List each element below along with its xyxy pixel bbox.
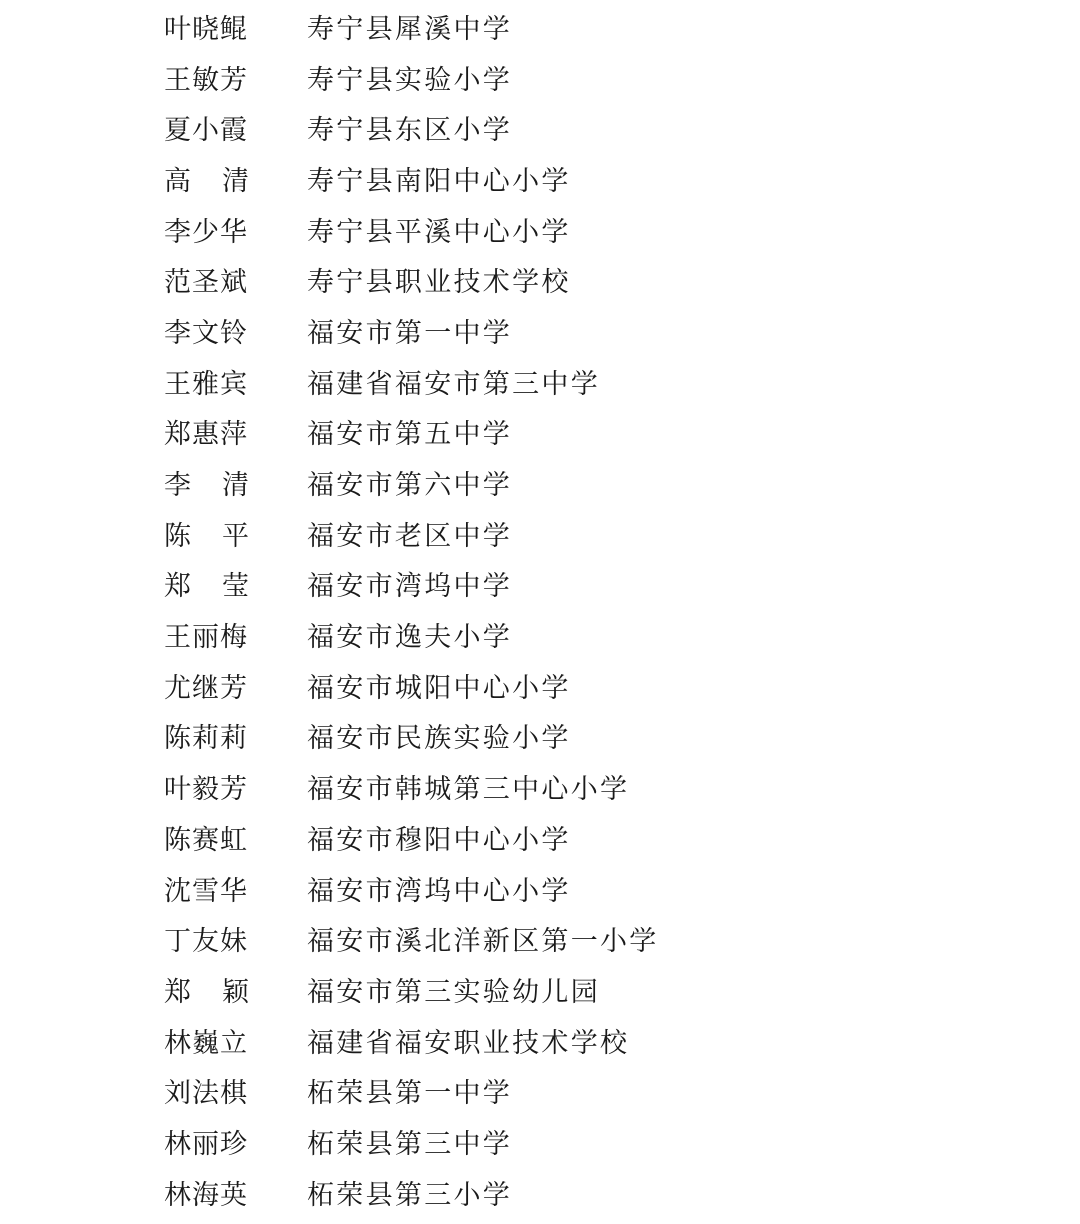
school-name: 福安市逸夫小学: [307, 622, 513, 654]
school-name: 寿宁县南阳中心小学: [307, 165, 571, 197]
list-item: [164, 1119, 1064, 1170]
school-name: 福建省福安职业技术学校: [307, 1027, 630, 1059]
person-name: 范圣斌: [164, 267, 248, 299]
person-name: 林巍立: [164, 1027, 248, 1059]
school-name: 福安市第一中学: [307, 317, 513, 349]
person-name: 李文铃: [164, 317, 248, 349]
list-item: [164, 815, 1064, 866]
list-item: [164, 612, 1064, 663]
school-name: 福安市湾坞中学: [307, 571, 513, 603]
list-item: [164, 1018, 1064, 1069]
school-name: 寿宁县犀溪中学: [307, 13, 513, 45]
list-item: [164, 511, 1064, 562]
person-name: 夏小霞: [164, 115, 248, 147]
school-name: 福安市老区中学: [307, 520, 513, 552]
person-name: 丁友妹: [164, 926, 248, 958]
school-name: 柘荣县第一中学: [307, 1078, 513, 1110]
list-item: [164, 105, 1064, 156]
list-item: [164, 410, 1064, 461]
list-item: [164, 1068, 1064, 1119]
school-name: 福安市第三实验幼儿园: [307, 976, 600, 1008]
list-item: [164, 562, 1064, 613]
school-name: 福安市溪北洋新区第一小学: [307, 926, 659, 958]
person-name: 王敏芳: [164, 64, 248, 96]
list-item: [164, 663, 1064, 714]
list-item: [164, 207, 1064, 258]
school-name: 福安市民族实验小学: [307, 723, 571, 755]
list-item: [164, 460, 1064, 511]
list-item: [164, 156, 1064, 207]
person-name: 郑惠萍: [164, 419, 248, 451]
school-name: 寿宁县职业技术学校: [307, 267, 571, 299]
school-name: 福安市第五中学: [307, 419, 513, 451]
list-item: [164, 916, 1064, 967]
person-name: 李少华: [164, 216, 248, 248]
school-name: 福建省福安市第三中学: [307, 368, 600, 400]
school-name: 寿宁县实验小学: [307, 64, 513, 96]
list-item: [164, 967, 1064, 1018]
list-item: [164, 55, 1064, 106]
person-name: 尤继芳: [164, 672, 248, 704]
person-name: 王雅宾: [164, 368, 248, 400]
person-name: 郑颖: [164, 976, 250, 1008]
person-name: 沈雪华: [164, 875, 248, 907]
list-item: [164, 308, 1064, 359]
list-item: [164, 714, 1064, 765]
list-item: [164, 4, 1064, 55]
school-name: 柘荣县第三中学: [307, 1128, 513, 1160]
school-name: 福安市城阳中心小学: [307, 672, 571, 704]
list-item: [164, 257, 1064, 308]
person-name: 叶毅芳: [164, 774, 248, 806]
person-name: 刘法棋: [164, 1078, 248, 1110]
school-name: 柘荣县第三小学: [307, 1179, 513, 1211]
school-name: 福安市穆阳中心小学: [307, 824, 571, 856]
person-name: 叶晓鲲: [164, 13, 248, 45]
person-name: 林海英: [164, 1179, 248, 1211]
person-name: 王丽梅: [164, 622, 248, 654]
person-name: 李清: [164, 470, 250, 502]
list-item: [164, 1170, 1064, 1221]
person-name: 陈平: [164, 520, 250, 552]
list-item: [164, 866, 1064, 917]
person-name: 陈莉莉: [164, 723, 248, 755]
roster-list: [164, 4, 1064, 1221]
person-name: 林丽珍: [164, 1128, 248, 1160]
school-name: 寿宁县东区小学: [307, 115, 513, 147]
list-item: [164, 764, 1064, 815]
person-name: 高清: [164, 165, 250, 197]
school-name: 福安市韩城第三中心小学: [307, 774, 630, 806]
school-name: 福安市第六中学: [307, 470, 513, 502]
person-name: 陈赛虹: [164, 824, 248, 856]
school-name: 寿宁县平溪中心小学: [307, 216, 571, 248]
school-name: 福安市湾坞中心小学: [307, 875, 571, 907]
list-item: [164, 359, 1064, 410]
person-name: 郑莹: [164, 571, 250, 603]
